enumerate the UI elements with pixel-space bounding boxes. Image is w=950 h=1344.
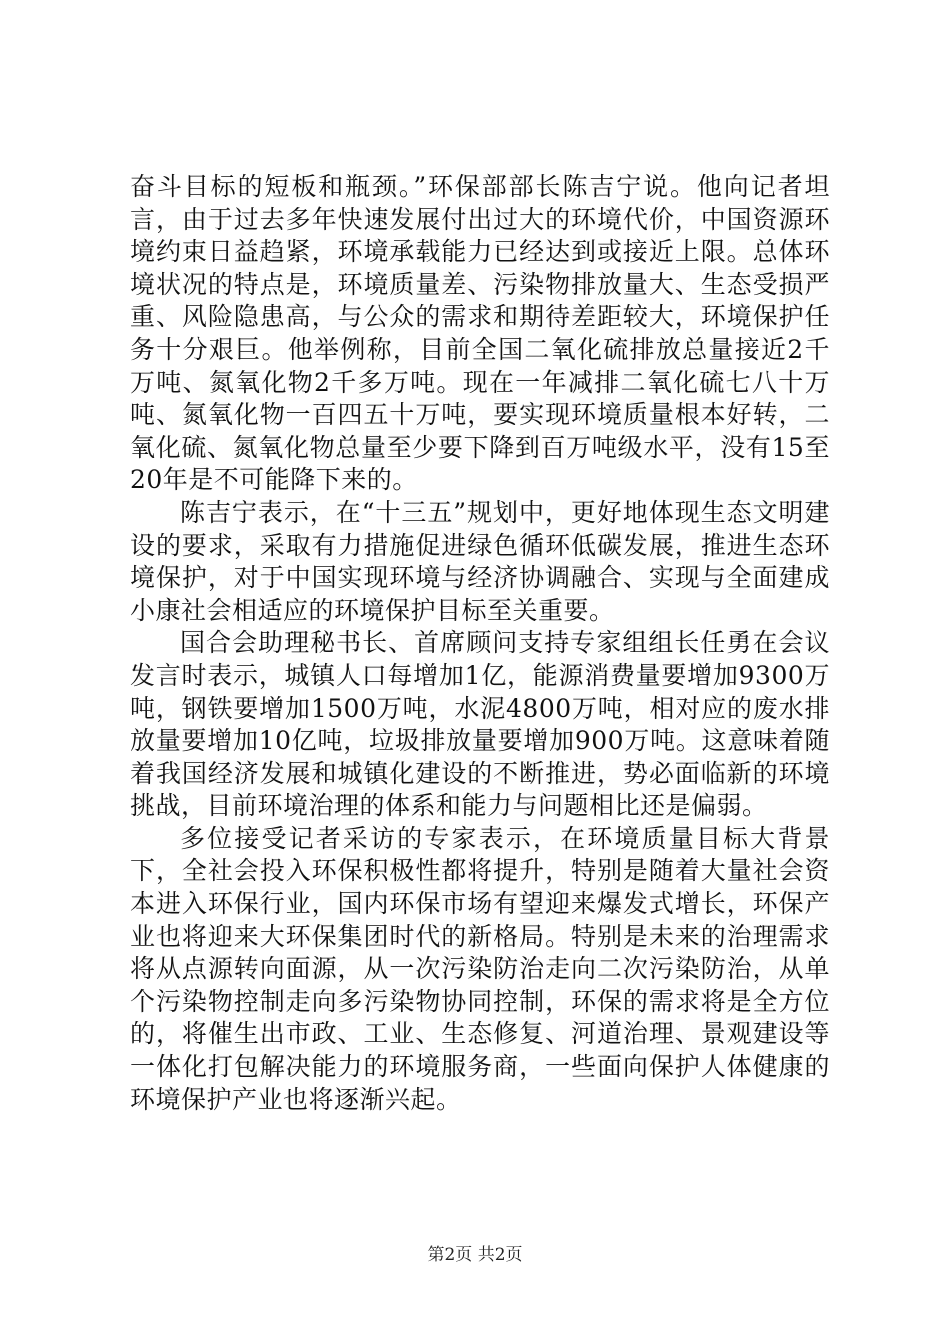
paragraph-3: 国合会助理秘书长、首席顾问支持专家组组长任勇在会议发言时表示，城镇人口每增加1亿，能源消费量要增加9300万吨，钢铁要增加1500万吨，水泥4800万吨，相对应的废水排放量要增加10亿吨，垃圾排放量要增加900万吨。这意味着随着我国经济发展和城镇化建设的不断推进，势必面临新的环境挑战，目前环境治理的体系和能力与问题相比还是偏弱。: [130, 628, 830, 821]
paragraph-1: 奋斗目标的短板和瓶颈。”环保部部长陈吉宁说。他向记者坦言，由于过去多年快速发展付出过大的环境代价，中国资源环境约束日益趋紧，环境承载能力已经达到或接近上限。总体环境状况的特点是，环境质量差、污染物排放量大、生态受损严重、风险隐患高，与公众的需求和期待差距较大，环境保护任务十分艰巨。他举例称，目前全国二氧化硫排放总量接近2千万吨、氮氧化物2千多万吨。现在一年减排二氧化硫七八十万吨、氮氧化物一百四五十万吨，要实现环境质量根本好转，二氧化硫、氮氧化物总量至少要下降到百万吨级水平，没有15至20年是不可能降下来的。: [130, 172, 830, 495]
page-footer: [0, 1240, 950, 1265]
page-number: 第2页 共2页: [427, 1245, 523, 1265]
article-body: [130, 171, 830, 1116]
paragraph-4: 多位接受记者采访的专家表示，在环境质量目标大背景下，全社会投入环保积极性都将提升，特别是随着大量社会资本进入环保行业，国内环保市场有望迎来爆发式增长，环保产业也将迎来大环保集团时代的新格局。特别是未来的治理需求将从点源转向面源，从一次污染防治走向二次污染防治，从单个污染物控制走向多污染物协同控制，环保的需求将是全方位的，将催生出市政、工业、生态修复、河道治理、景观建设等一体化打包解决能力的环境服务商，一些面向保护人体健康的环境保护产业也将逐渐兴起。: [130, 823, 830, 1114]
paragraph-2: 陈吉宁表示，在“十三五”规划中，更好地体现生态文明建设的要求，采取有力措施促进绿色循环低碳发展，推进生态环境保护，对于中国实现环境与经济协调融合、实现与全面建成小康社会相适应的环境保护目标至关重要。: [130, 497, 830, 625]
